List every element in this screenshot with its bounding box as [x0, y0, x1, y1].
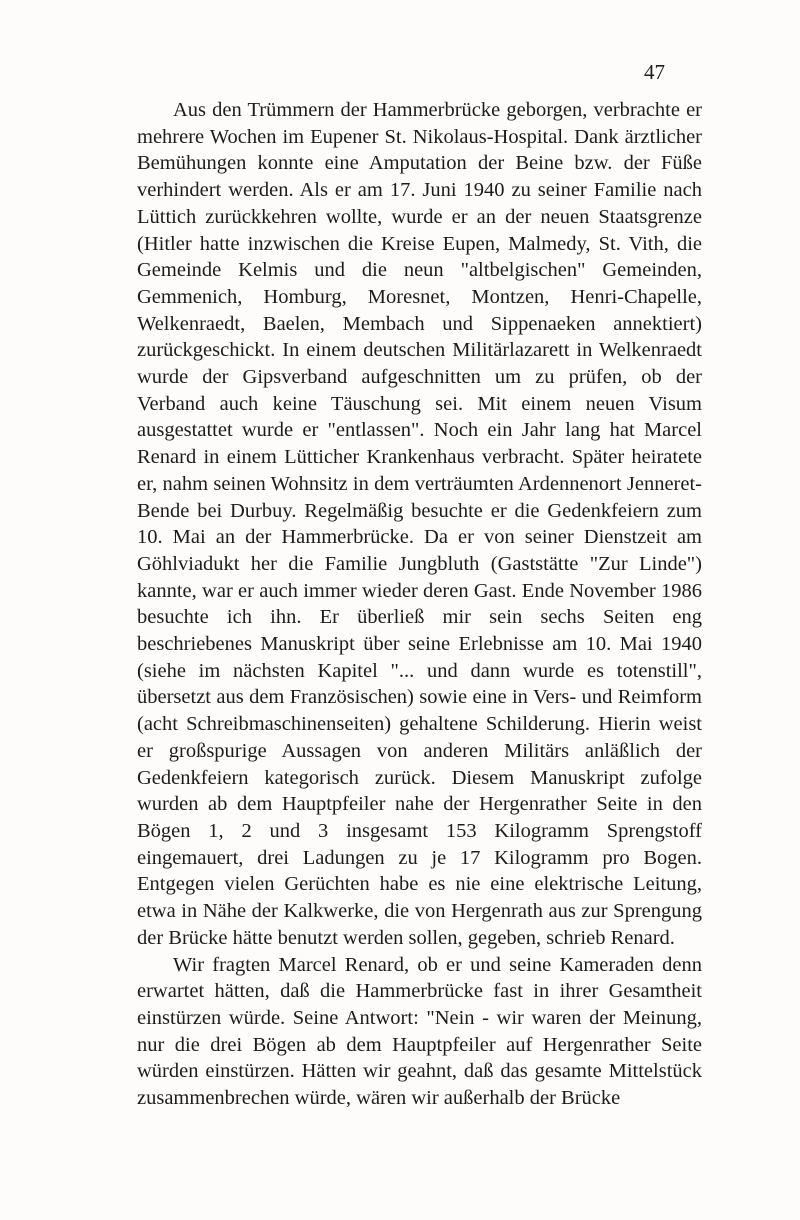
paragraph-1: Aus den Trümmern der Hammerbrücke geborgen, verbrachte er mehrere Wochen im Eupener St. Nikolaus-Hospital. Dank ärztlicher Bemühungen konnte eine Amputation der Beine bzw. der Füße verhindert werden. Als er am 17. Juni 1940 zu seiner Familie nach Lüttich zurückkehren wollte, wurde er an der neuen Staatsgrenze (Hitler hatte inzwischen die Kreise Eupen, Malmedy, St. Vith, die Gemeinde Kelmis und die neun "altbelgischen" Gemeinden, Gemmenich, Homburg, Moresnet, Montzen, Henri-Chapelle, Welkenraedt, Baelen, Membach und Sippenaeken annektiert) zurückgeschickt. In einem deutschen Militärlazarett in Welkenraedt wurde der Gipsverband aufgeschnitten um zu prüfen, ob der Verband auch keine Täuschung sei. Mit einem neuen Visum ausgestattet wurde er "entlassen". Noch ein Jahr lang hat Marcel Renard in einem Lütticher Krankenhaus verbracht. Später heiratete er, nahm seinen Wohnsitz in dem verträumten Ardennenort Jenneret-Bende bei Durbuy. Regelmäßig besuchte er die Gedenkfeiern zum 10. Mai an der Hammerbrücke. Da er von seiner Dienstzeit am Göhlviadukt her die Familie Jungbluth (Gaststätte "Zur Linde") kannte, war er auch immer wieder deren Gast. Ende November 1986 besuchte ich ihn. Er überließ mir sein sechs Seiten eng beschriebenes Manuskript über seine Erlebnisse am 10. Mai 1940 (siehe im nächsten Kapitel "... und dann wurde es totenstill", übersetzt aus dem Französischen) sowie eine in Vers- und Reimform (acht Schreibmaschinenseiten) gehaltene Schilderung. Hierin weist er großspurige Aussagen von anderen Militärs anläßlich der Gedenkfeiern kategorisch zurück. Diesem Manuskript zufolge wurden ab dem Hauptpfeiler nahe der Hergenrather Seite in den Bögen 1, 2 und 3 insgesamt 153 Kilogramm Sprengstoff eingemauert, drei Ladungen zu je 17 Kilogramm pro Bogen. Entgegen vielen Gerüchten habe es nie eine elektrische Leitung, etwa in Nähe der Kalkwerke, die von Hergenrath aus zur Sprengung der Brücke hätte benutzt werden sollen, gegeben, schrieb Renard. — [137, 99, 702, 949]
page-number: 47 — [644, 60, 665, 84]
body-text — [137, 97, 702, 1112]
paragraph-2: Wir fragten Marcel Renard, ob er und seine Kameraden denn erwartet hätten, daß die Hammerbrücke fast in ihrer Gesamtheit einstürzen würde. Seine Antwort: "Nein - wir waren der Meinung, nur die drei Bögen ab dem Hauptpfeiler auf Hergenrather Seite würden einstürzen. Hätten wir geahnt, daß das gesamte Mittelstück zusammenbrechen würde, wären wir außerhalb der Brücke — [137, 953, 702, 1110]
